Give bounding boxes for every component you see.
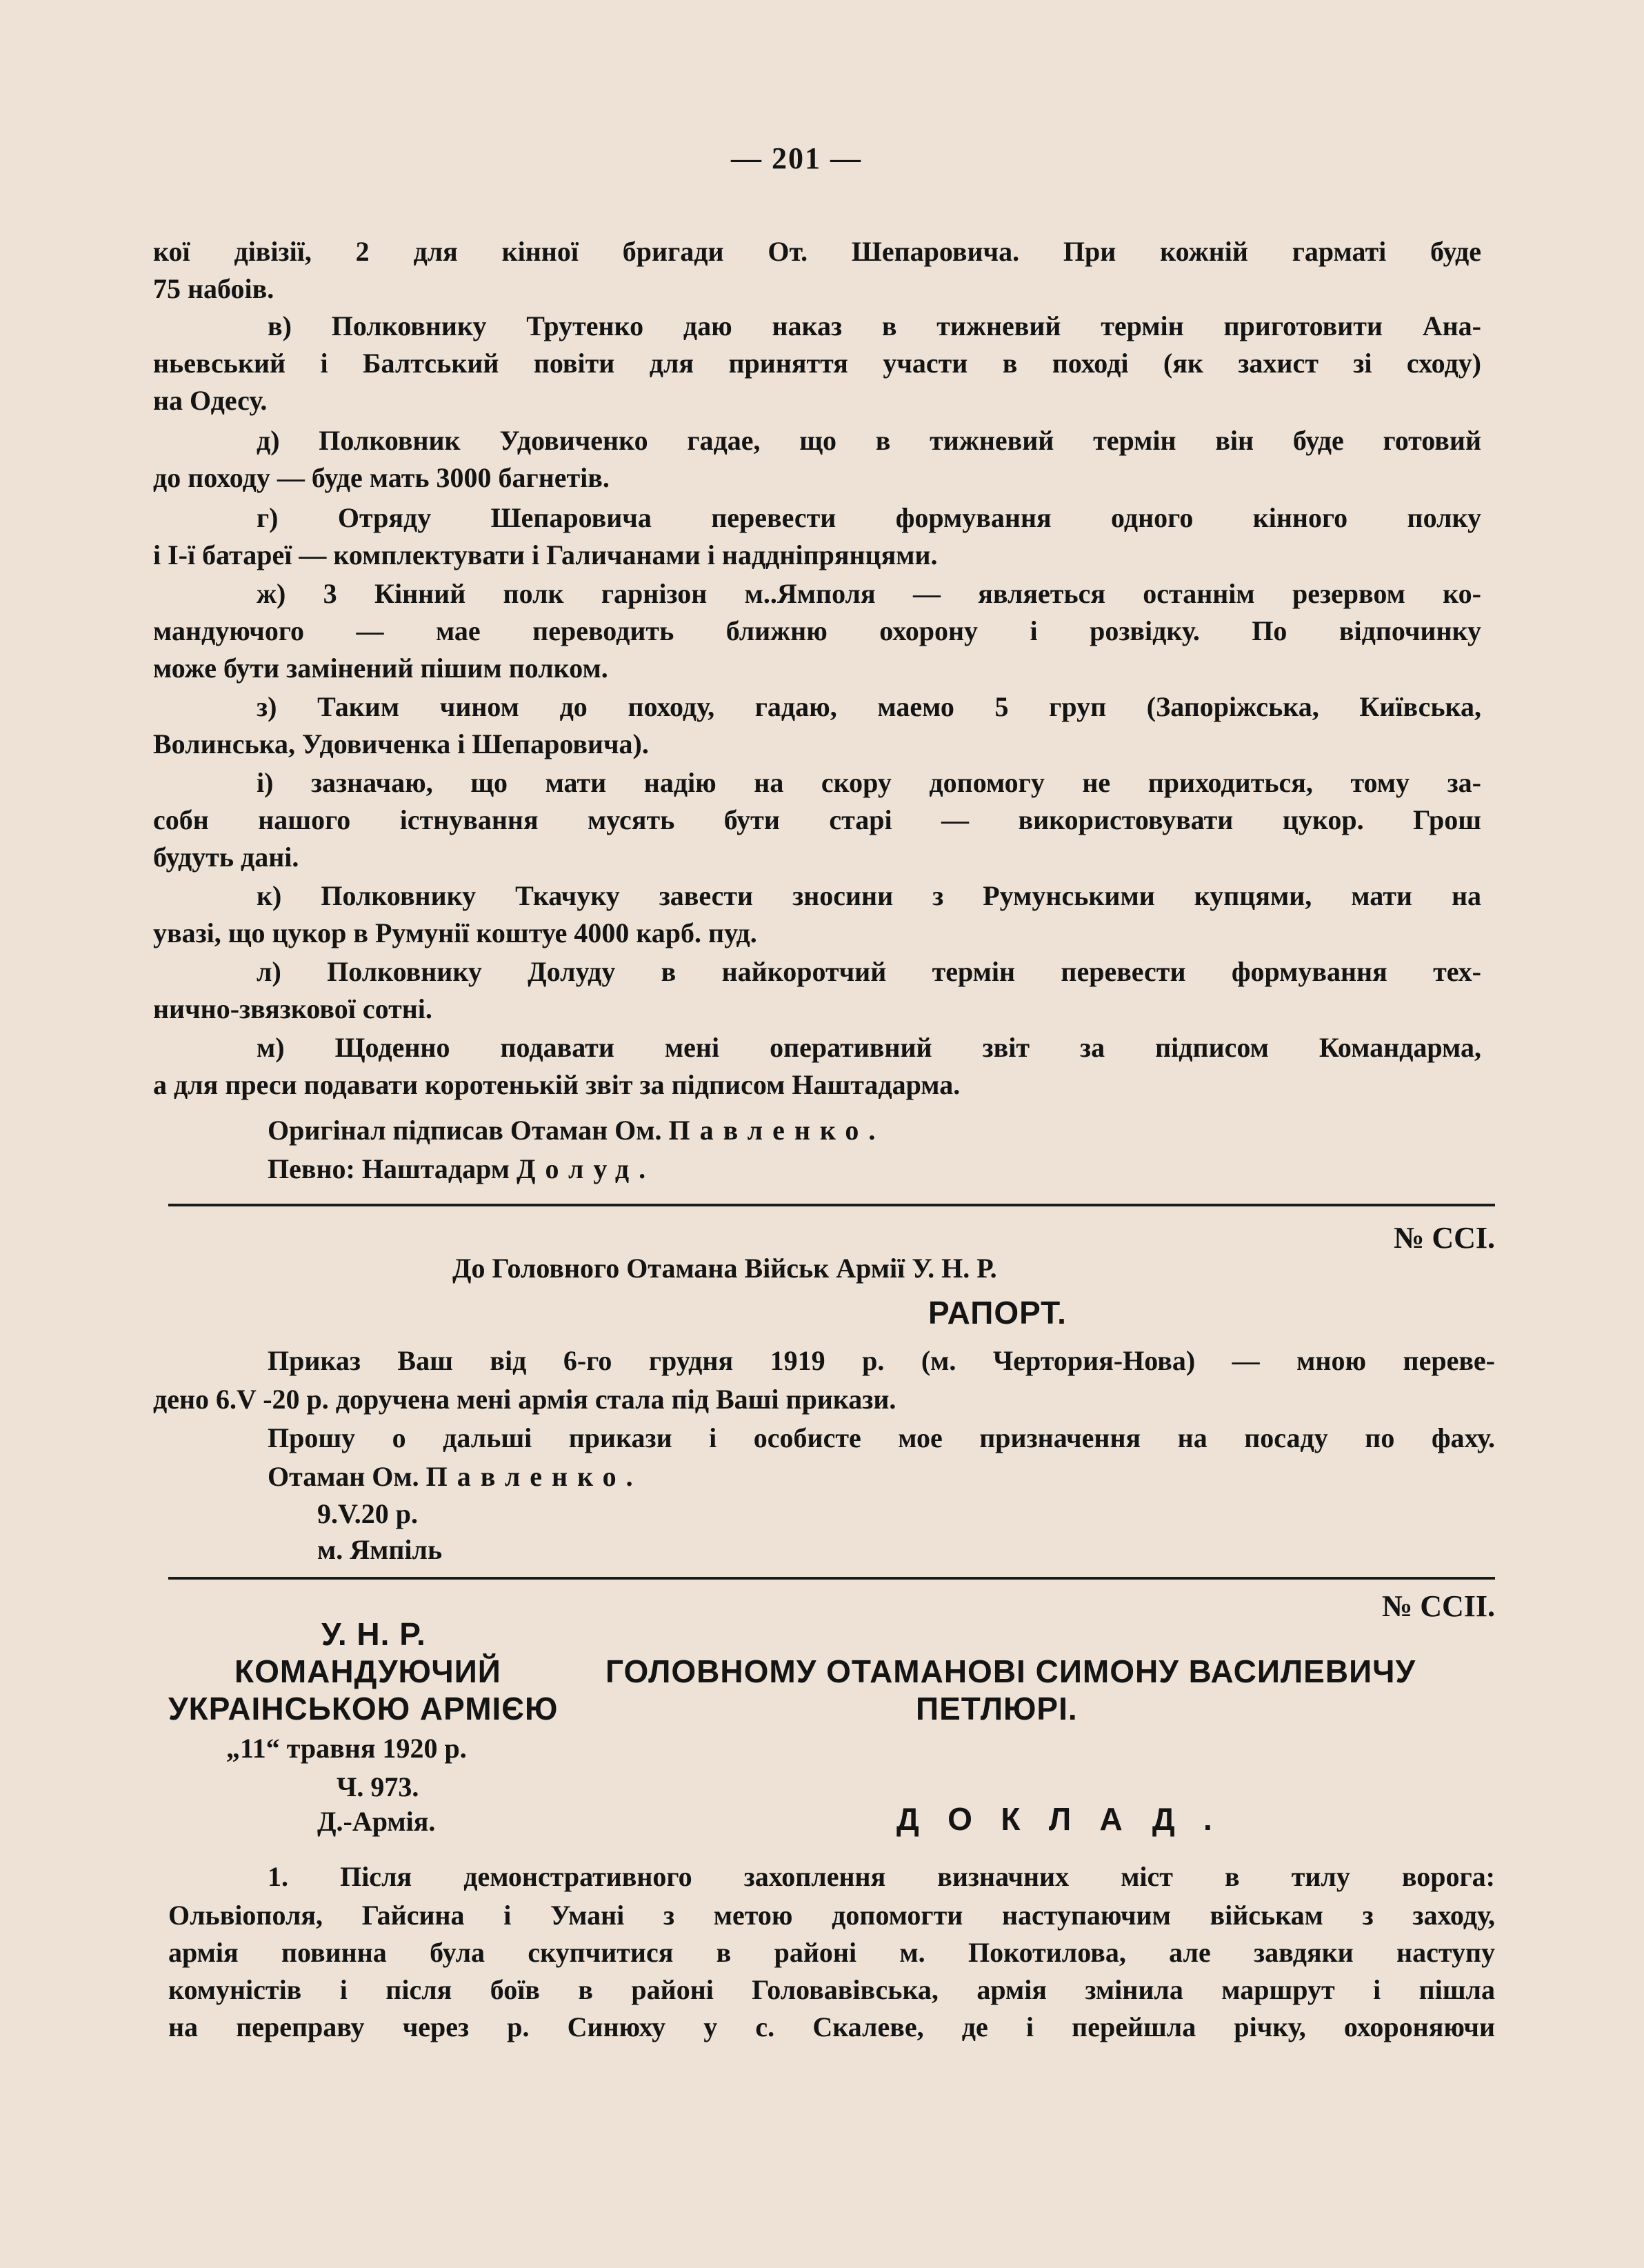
text-line: будуть дані. — [153, 842, 299, 873]
signature-prefix: Певно: Наштадарм — [268, 1153, 517, 1184]
document-title: РАПОРТ. — [928, 1295, 1067, 1331]
signature-name: Павленко. — [425, 1461, 643, 1492]
text-line: на Одесу. — [153, 385, 268, 416]
text-line: і І-ї батареї — комплектувати і Галичанами і наддніпрянцями. — [153, 539, 938, 570]
section-divider — [168, 1577, 1495, 1580]
doklad-body-line: на переправу через р. Синюху у с. Скалеве, де і перейшла річку, охороняючи — [168, 2011, 1495, 2042]
doklad-body-line: комуністів і після боїв в районі Головавівська, армія змінила маршрут і пішла — [168, 1974, 1495, 2005]
list-item-m: м) Щоденно подавати мені оперативний звіт за підписом Командарма, — [257, 1032, 1481, 1063]
doklad-number: Ч. 973. — [337, 1771, 419, 1802]
doklad-body-line: 1. Після демонстративного захоплення визначних міст в тилу ворога: — [268, 1861, 1495, 1892]
text-line: собн нашого істнування мусять бути старі — використовувати цукор. Грош — [153, 804, 1481, 835]
report-signature — [268, 1460, 643, 1494]
signature-original — [268, 1113, 885, 1148]
report-body-line: Приказ Ваш від 6-го грудня 1919 р. (м. Чертория-Нова) — мною переве- — [268, 1345, 1495, 1376]
text-line: нично-звязкової сотні. — [153, 993, 432, 1024]
text-line: мандуючого — мае переводить ближню охорону і розвідку. По відпочинку — [153, 615, 1481, 646]
report-body-line: дено 6.V -20 р. доручена мені армія стала під Ваші прикази. — [153, 1384, 896, 1415]
text-line: а для преси подавати коротенькій звіт за підписом Наштадарма. — [153, 1069, 961, 1100]
text-line: може бути замінений пішим полком. — [153, 653, 608, 684]
report-place: м. Ямпіль — [317, 1534, 443, 1565]
signature-prefix: Отаман Ом. — [268, 1461, 426, 1492]
text-line: ньевський і Балтський повіти для приняття участи в поході (як захист зі сходу) — [153, 348, 1481, 379]
document-title: ДОКЛАД. — [896, 1801, 1241, 1837]
signature-prefix: Оригінал підписав Отаман Ом. — [268, 1115, 669, 1146]
list-item-d: д) Полковник Удовиченко гадае, що в тижневий термін він буде готовий — [257, 425, 1481, 456]
list-item-i: і) зазначаю, що мати надію на скору допомогу не приходиться, тому за- — [257, 767, 1481, 798]
report-date: 9.V.20 р. — [317, 1498, 418, 1529]
signature-name: Долуд. — [516, 1153, 656, 1184]
doklad-body-line: армія повинна була скупчитися в районі м. Покотилова, але завдяки наступу — [168, 1937, 1495, 1968]
doklad-date: „11“ травня 1920 р. — [226, 1733, 467, 1764]
page-number: — 201 — — [731, 141, 862, 175]
recipient: ГОЛОВНОМУ ОТАМАНОВІ СИМОНУ ВАСИЛЕВИЧУ — [605, 1653, 1416, 1689]
list-item-g: г) Отряду Шепаровича перевести формування одного кінного полку — [257, 502, 1481, 533]
document-number: № ССІІ. — [1381, 1589, 1495, 1623]
sender-title: УКРАІНСЬКОЮ АРМІЄЮ — [168, 1691, 559, 1727]
text-line: до походу — буде мать 3000 багнетів. — [153, 462, 610, 493]
addressee: До Головного Отамана Військ Армії У. Н. Р. — [452, 1253, 997, 1284]
list-item-l: л) Полковнику Долуду в найкоротчий термін перевести формування тех- — [257, 956, 1481, 987]
sender-title: КОМАНДУЮЧИЙ — [234, 1653, 501, 1689]
doklad-body-line: Ольвіополя, Гайсина і Умані з метою допомогти наступаючим військам з заходу, — [168, 1900, 1495, 1931]
doklad-dept: Д.-Армія. — [317, 1806, 436, 1837]
text-line: 75 набоів. — [153, 273, 274, 304]
text-line: увазі, що цукор в Румунії коштуе 4000 карб. пуд. — [153, 917, 757, 948]
sender-org: У. Н. Р. — [321, 1616, 426, 1652]
list-item-z: з) Таким чином до походу, гадаю, маемо 5 груп (Запоріжська, Київська, — [257, 691, 1481, 722]
signature-name: Павленко. — [668, 1115, 885, 1146]
report-body-line: Прошу о дальші прикази і особисте мое призначення на посаду по фаху. — [268, 1422, 1495, 1453]
list-item-v: в) Полковнику Трутенко даю наказ в тижневий термін приготовити Ана- — [268, 310, 1481, 341]
section-divider — [168, 1204, 1495, 1206]
recipient-surname: ПЕТЛЮРІ. — [916, 1691, 1078, 1727]
text-line: кої дівізії, 2 для кінної бригади От. Шепаровича. При кожній гарматі буде — [153, 236, 1481, 267]
list-item-zh: ж) 3 Кінний полк гарнізон м..Ямполя — являеться останнім резервом ко- — [257, 578, 1481, 609]
document-number: № ССІ. — [1394, 1221, 1495, 1255]
signature-certified — [268, 1152, 655, 1186]
text-line: Волинська, Удовиченка і Шепаровича). — [153, 728, 649, 759]
list-item-k: к) Полковнику Ткачуку завести зносини з Румунськими купцями, мати на — [257, 880, 1481, 911]
